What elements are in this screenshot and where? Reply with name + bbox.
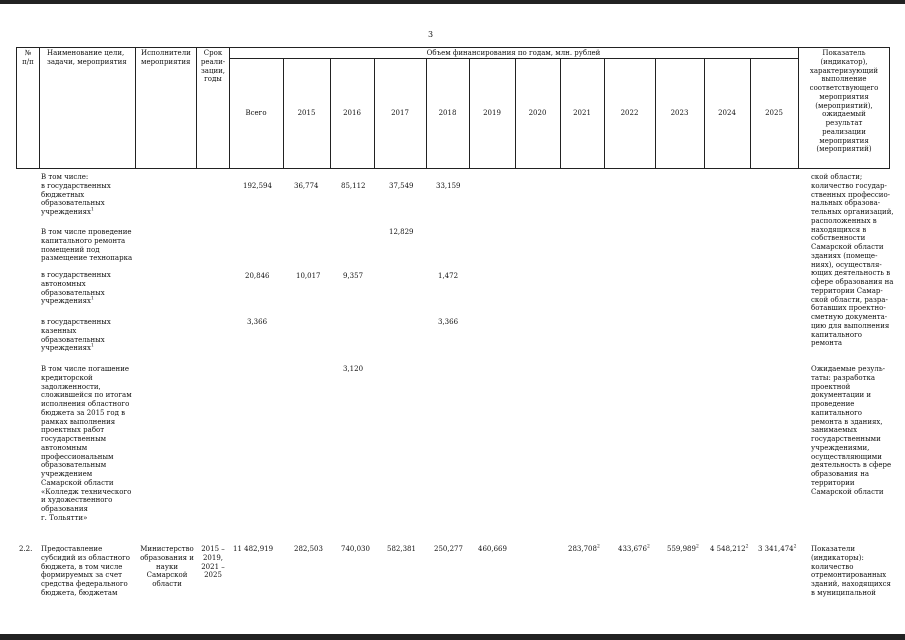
row22-num: 2.2. — [19, 545, 33, 553]
row22-2015: 282,503 — [294, 545, 323, 553]
header-year-2020: 2020 — [528, 109, 547, 117]
header-name: Наименование цели, задачи, мероприятия — [47, 49, 127, 66]
row22-2024: 4 548,212$^2$ — [710, 544, 749, 553]
header-year-2016: 2016 — [343, 109, 361, 117]
row4-total: 3,366 — [247, 318, 268, 326]
header-year-2017: 2017 — [391, 109, 409, 117]
row22-2017: 582,381 — [387, 545, 416, 553]
row-name-autonomous-institutions: в государственных автономных образовательных учреждениях$^1$ — [41, 271, 111, 306]
indicator-text-1: ской области; количество государ- ственных профессио- нальных образова- тельных организаций, расположенных в находящихся в собственности Самарской области зданиях (помеще- ниях), осуществля- ющих деятельность в сфере образования на территории Самар- ской области, разра- ботавших проектно- сметную документа- цию для выполнения капитального ремонта — [811, 173, 894, 348]
row1-2017: 37,549 — [389, 182, 414, 190]
row22-2022: 433,676$^2$ — [618, 544, 650, 553]
row1-2018: 33,159 — [436, 182, 461, 190]
header-year-2024: 2024 — [718, 109, 736, 117]
indicator-text-2: Ожидаемые резуль- таты: разработка проектной документации и проведение капитального ремонта в зданиях, занимаемых государственными учреждениями, осуществляющими деятельность в сфере образования на территории Самарской области — [811, 365, 892, 496]
top-border — [0, 0, 905, 4]
header-term: Срок реали- зации, годы — [200, 49, 226, 84]
header-year-2023: 2023 — [670, 109, 689, 117]
row-name-technopark-repair: В том числе проведение капитального ремонта помещений под размещение технопарка — [41, 228, 133, 263]
row-name-budget-institutions: В том числе: в государственных бюджетных образовательных учреждениях$^1$ — [41, 173, 111, 216]
header-year-2019: 2019 — [483, 109, 501, 117]
header-funding: Объем финансирования по годам, млн. рублей — [426, 49, 601, 57]
header-year-2025: 2025 — [765, 109, 783, 117]
row22-2025: 3 341,474$^2$ — [758, 544, 797, 553]
header-num: № п/п — [22, 49, 34, 66]
row22-2016: 740,030 — [341, 545, 370, 553]
row22-total: 11 482,919 — [233, 545, 274, 553]
row4-2018: 3,366 — [438, 318, 459, 326]
row2-2017: 12,829 — [389, 228, 414, 236]
header-executors: Исполнители мероприятия — [141, 49, 191, 66]
row3-total: 20,846 — [245, 272, 270, 280]
row3-2015: 10,017 — [296, 272, 321, 280]
header-year-2015: 2015 — [297, 109, 316, 117]
bottom-border — [0, 634, 905, 640]
row22-2019: 460,669 — [478, 545, 507, 553]
header-year-2022: 2022 — [620, 109, 639, 117]
header-year-2021: 2021 — [573, 109, 591, 117]
row22-2021: 283,708$^2$ — [568, 544, 600, 553]
row5-2016: 3,120 — [343, 365, 364, 373]
header-year-2018: 2018 — [438, 109, 457, 117]
row22-indicator: Показатели (индикаторы): количество отремонтированных зданий, находящихся в муниципальной — [811, 545, 891, 597]
row1-2015: 36,774 — [294, 182, 319, 190]
page-number: 3 — [428, 30, 434, 39]
row22-2023: 559,989$^2$ — [667, 544, 699, 553]
header-year-total: Всего — [245, 109, 267, 117]
row3-2018: 1,472 — [438, 272, 459, 280]
header-indicator: Показатель (индикатор), характеризующий выполнение соответствующего мероприятия (мероприятий), ожидаемый результат реализации мероприятия (мероприятий) — [809, 49, 879, 154]
row22-term: 2015 – 2019, 2021 – 2025 — [201, 545, 225, 580]
row-name-debt-repayment: В том числе погашение кредиторской задолженности, сложившейся по итогам исполнения областного бюджета за 2015 год в рамках выполнения проектных работ государственным автономным профессиональным образовательным учреждением Самарской области «Колледж технического и художественного образования г. Тольятти» — [41, 365, 132, 522]
row1-total: 192,594 — [243, 182, 272, 190]
row22-name: Предоставление субсидий из областного бюджета, в том числе формируемых за счет средства федерального бюджета, бюджетам — [41, 545, 131, 597]
row22-executor: Министерство образования и науки Самарской области — [140, 545, 194, 588]
row1-2016: 85,112 — [341, 182, 366, 190]
row-name-state-institutions: в государственных казенных образовательных учреждениях$^1$ — [41, 318, 111, 353]
row22-2018: 250,277 — [434, 545, 463, 553]
row3-2016: 9,357 — [343, 272, 364, 280]
